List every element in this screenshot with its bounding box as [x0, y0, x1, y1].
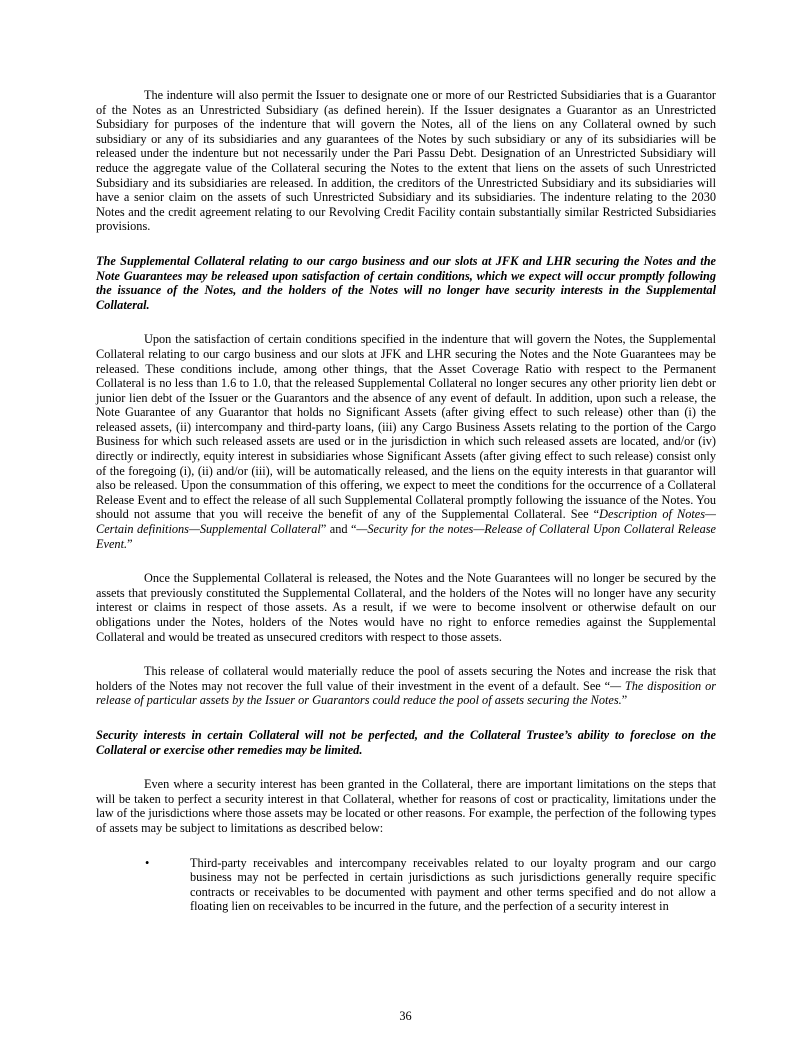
cross-reference-text: Description of Notes—Certain definitions—Supplemental Collateral [96, 507, 716, 537]
text-run: This release of collateral would materially reduce the pool of assets securing the Notes and increase the risk that holders of the Notes may not recover the full value of their investment in the event of a default. See “ [96, 664, 716, 693]
limitations-bullet-list [96, 856, 716, 914]
paragraph-perfection-limitations: Even where a security interest has been granted in the Collateral, there are important limitations on the steps that will be taken to perfect a security interest in that Collateral, whether for reasons of cost or practicality, limitations under the law of the jurisdictions where those assets may be located or other reasons. For example, the perfection of the following types of assets may be subject to limitations as described below: [96, 777, 716, 835]
cross-reference-text: —Security for the notes—Release of Collateral Upon Collateral Release Event. [96, 522, 716, 551]
bullet-text: Third-party receivables and intercompany receivables related to our loyalty program and our cargo business may not be perfected in certain jurisdictions as such jurisdictions generally require specific contracts or receivables to be documented with payment and other terms specified and do not allow a floating lien on receivables to be incurred in the future, and the perfection of a security interest in [190, 855, 716, 914]
paragraph-once-collateral-released: Once the Supplemental Collateral is released, the Notes and the Note Guarantees will no longer be secured by the assets that previously constituted the Supplemental Collateral, and the holders of the Notes will no longer have any security interest or claims in respect of those assets. As a result, if we were to become insolvent or otherwise default on our obligations under the Notes, holders of the Notes would have no right to enforce remedies against the Supplemental Collateral and would be treated as unsecured creditors with respect to those assets. [96, 571, 716, 644]
risk-heading-supplemental-collateral-release: The Supplemental Collateral relating to our cargo business and our slots at JFK and LHR securing the Notes and the Note Guarantees may be released upon satisfaction of certain conditions, which we expect will occur promptly following the issuance of the Notes, and the holders of the Notes will no longer have security interests in the Supplemental Collateral. [96, 253, 716, 312]
page-number: 36 [399, 1009, 412, 1023]
text-run: ” [621, 693, 628, 708]
text-run: Upon the satisfaction of certain conditions specified in the indenture that will govern the Notes, the Supplemental Collateral relating to our cargo business and our slots at JFK and LHR securing the Notes and the Note Guarantees may be released. These conditions include, among other things, that the Asset Coverage Ratio with respect to the Permanent Collateral is no less than 1.6 to 1.0, that the released Supplemental Collateral no longer secures any other priority lien debt or junior lien debt of the Issuer or the Guarantors and the absence of any event of default. In addition, upon such a release, the Note Guarantee of any Guarantor that holds no Significant Assets (after giving effect to such release) other than (i) the released assets, (ii) intercompany and third-party loans, (iii) any Cargo Business Assets relating to the portion of the Cargo Business for which such released assets are used or in the jurisdiction in which such released assets are located, and/or (iv) directly or indirectly, equity interest in subsidiaries whose Significant Assets (after giving effect to such release) consist only of the foregoing (i), (ii) and/or (iii), will be automatically released, and the liens on the equity interests in that guarantor will also be released. Upon the consummation of this offering, we expect to meet the conditions for the occurrence of a Collateral Release Event and to effect the release of all such Supplemental Collateral promptly following the issuance of the Notes. You should not assume that you will receive the benefit of any of the Supplemental Collateral. See “ [96, 332, 716, 522]
bullet-icon: • [145, 855, 150, 870]
paragraph-release-reduces-pool [96, 664, 716, 708]
text-run: ” [127, 536, 133, 551]
text-run: ” and “ [320, 522, 357, 537]
paragraph-unrestricted-subsidiary: The indenture will also permit the Issuer to designate one or more of our Restricted Subsidiaries that is a Guarantor of the Notes as an Unrestricted Subsidiary (as defined herein). If the Issuer designates a Guarantor as an Unrestricted Subsidiary for purposes of the indenture that will govern the Notes, all of the liens on any Collateral owned by such subsidiary or any of its subsidiaries and any guarantees of the Notes by such subsidiary or any of its subsidiaries will be released under the indenture but not necessarily under the Pari Passu Debt. Designation of an Unrestricted Subsidiary will reduce the aggregate value of the Collateral securing the Notes to the extent that liens on the assets of such Unrestricted Subsidiary and its subsidiaries are released. In addition, the creditors of the Unrestricted Subsidiary and its subsidiaries will have a senior claim on the assets of such Unrestricted Subsidiary and its subsidiaries. The indenture relating to the 2030 Notes and the credit agreement relating to our Revolving Credit Facility contain substantially similar Restricted Subsidiaries provisions. [96, 88, 716, 234]
page-body [96, 88, 716, 914]
cross-reference-text: — The disposition or release of particular assets by the Issuer or Guarantors could reduce the pool of assets securing the Notes. [96, 678, 717, 708]
risk-heading-security-interests-not-perfected: Security interests in certain Collateral will not be perfected, and the Collateral Trustee’s ability to foreclose on the Collateral or exercise other remedies may be limited. [96, 727, 716, 757]
list-item [96, 856, 716, 914]
paragraph-collateral-release-conditions [96, 332, 716, 551]
